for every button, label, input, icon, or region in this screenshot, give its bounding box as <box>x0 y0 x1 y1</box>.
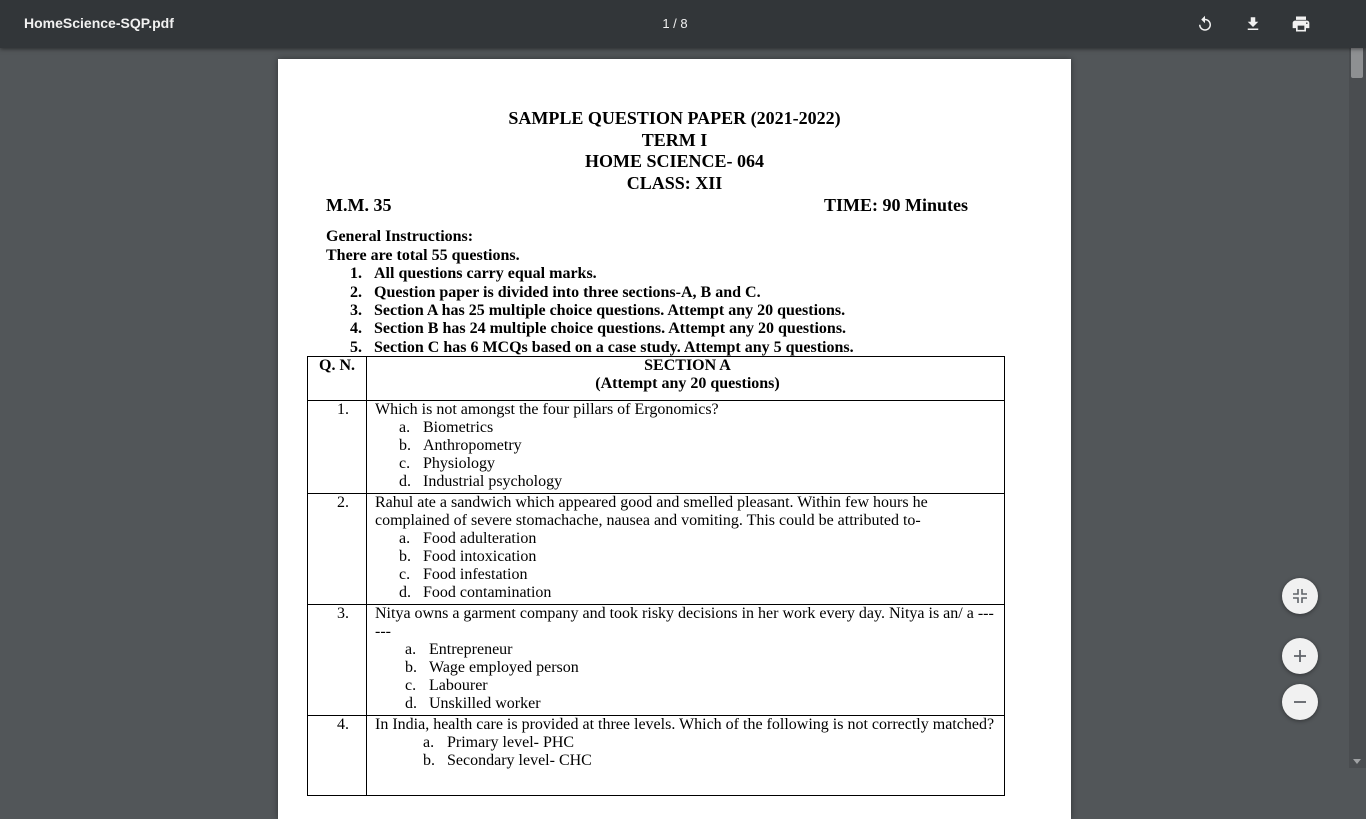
zoom-in-button[interactable] <box>1282 638 1318 674</box>
file-name: HomeScience-SQP.pdf <box>24 15 174 31</box>
pdf-toolbar <box>0 0 1366 48</box>
option: c. Labourer <box>405 677 488 694</box>
zoom-in-icon <box>1293 649 1307 663</box>
option: a. Biometrics <box>399 419 494 436</box>
max-marks: M.M. 35 <box>326 195 392 215</box>
question-text: complained of severe stomachache, nausea and vomiting. This could be attributed to- <box>375 512 921 529</box>
question-text: --- <box>375 623 391 640</box>
fit-to-page-button[interactable] <box>1282 578 1318 614</box>
subject-heading: HOME SCIENCE- 064 <box>584 151 764 171</box>
option: b. Anthropometry <box>399 437 522 454</box>
question-text: Nitya owns a garment company and took risky decisions in her work every day. Nitya is an/ a --- <box>375 605 994 622</box>
rotate-icon <box>1196 15 1214 33</box>
option: c. Physiology <box>399 455 496 472</box>
zoom-out-icon <box>1293 695 1307 709</box>
option: a. Primary level- PHC <box>423 734 575 751</box>
instruction-item: 4. Section B has 24 multiple choice questions. Attempt any 20 questions. <box>350 320 847 337</box>
total-questions-note: There are total 55 questions. <box>326 247 520 264</box>
section-title: SECTION A <box>644 357 731 374</box>
question-table <box>307 356 1005 796</box>
table-row <box>308 716 1005 796</box>
rotate-button[interactable] <box>1189 8 1221 40</box>
question-number: 1. <box>308 401 367 494</box>
download-icon <box>1244 15 1262 33</box>
table-row <box>308 401 1005 494</box>
term-heading: TERM I <box>641 130 708 150</box>
option: a. Food adulteration <box>399 530 537 547</box>
qn-header: Q. N. <box>308 357 367 401</box>
download-button[interactable] <box>1237 8 1269 40</box>
class-heading: CLASS: XII <box>626 173 723 193</box>
print-icon <box>1291 14 1311 34</box>
fit-to-page-icon <box>1292 588 1308 604</box>
instruction-item: 1. All questions carry equal marks. <box>350 265 597 282</box>
question-number: 2. <box>308 494 367 605</box>
question-text: Rahul ate a sandwich which appeared good and smelled pleasant. Within few hours he <box>375 494 928 511</box>
print-button[interactable] <box>1285 8 1317 40</box>
option: b. Secondary level- CHC <box>423 752 592 769</box>
instruction-item: 5. Section C has 6 MCQs based on a case study. Attempt any 5 questions. <box>350 339 854 356</box>
option: d. Unskilled worker <box>405 695 541 712</box>
paper-title: SAMPLE QUESTION PAPER (2021-2022) <box>508 108 841 128</box>
time-allowed: TIME: 90 Minutes <box>824 195 968 215</box>
option: b. Wage employed person <box>405 659 579 676</box>
pdf-page <box>278 59 1071 819</box>
instruction-item: 3. Section A has 25 multiple choice questions. Attempt any 20 questions. <box>350 302 846 319</box>
question-number: 3. <box>308 605 367 716</box>
section-subtitle: (Attempt any 20 questions) <box>595 375 780 392</box>
question-text: Which is not amongst the four pillars of Ergonomics? <box>375 401 719 418</box>
option: a. Entrepreneur <box>405 641 513 658</box>
zoom-out-button[interactable] <box>1282 684 1318 720</box>
table-row <box>308 494 1005 605</box>
scroll-down-arrow-icon[interactable] <box>1353 759 1361 764</box>
option: c. Food infestation <box>399 566 528 583</box>
vertical-scrollbar[interactable] <box>1349 0 1366 768</box>
table-row <box>308 605 1005 716</box>
general-instructions-title: General Instructions: <box>326 228 474 245</box>
table-header-row <box>308 357 1005 401</box>
option: d. Food contamination <box>399 584 552 601</box>
instruction-item: 2. Question paper is divided into three sections-A, B and C. <box>350 284 761 301</box>
page-indicator: 1 / 8 <box>662 16 688 31</box>
option: b. Food intoxication <box>399 548 537 565</box>
question-number: 4. <box>308 716 367 796</box>
option: d. Industrial psychology <box>399 473 563 490</box>
question-text: In India, health care is provided at three levels. Which of the following is not correctly matched? <box>375 716 995 733</box>
